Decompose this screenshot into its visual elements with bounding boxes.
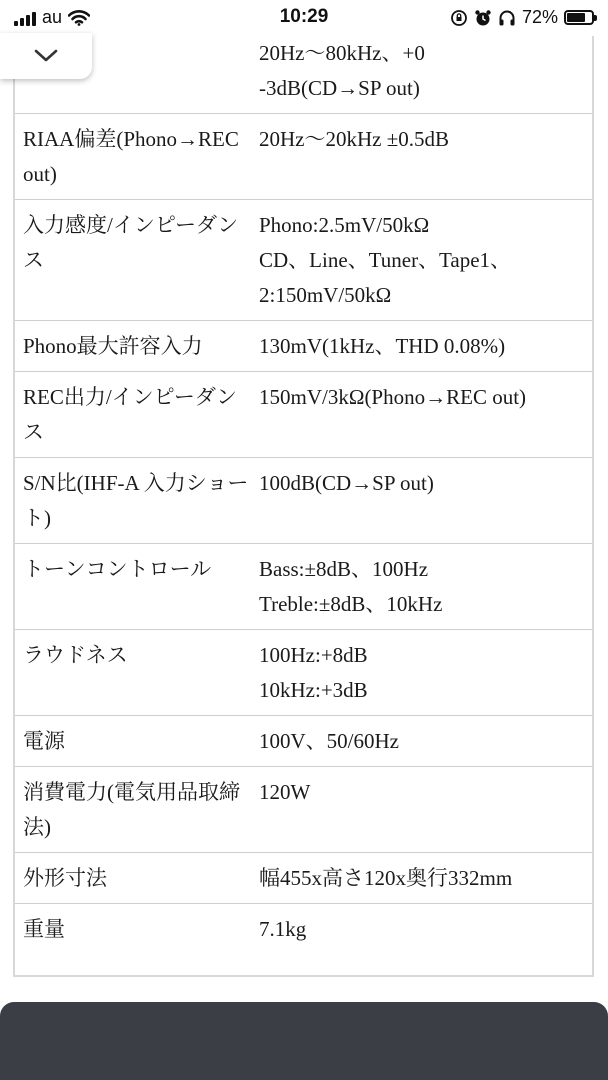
battery-percent: 72% <box>521 7 558 27</box>
spec-row <box>15 458 592 544</box>
spec-value-line: 100dB(CD→SP out) <box>259 471 434 495</box>
spec-value <box>255 853 592 904</box>
spec-label: S/N比(IHF-A 入力ショート) <box>23 471 249 530</box>
chevron-down-icon <box>33 48 59 64</box>
spec-value <box>255 630 592 716</box>
spec-value <box>255 321 592 372</box>
spec-label: 外形寸法 <box>23 866 107 890</box>
status-time: 10:29 <box>279 6 329 27</box>
spec-value-line: Phono:2.5mV/50kΩ <box>259 213 430 237</box>
orientation-lock-icon <box>450 9 468 27</box>
spec-value-line: Treble:±8dB、10kHz <box>259 592 443 616</box>
spec-label: ラウドネス <box>23 643 128 667</box>
spec-value <box>255 200 592 321</box>
collapse-button[interactable] <box>0 33 92 79</box>
status-bar <box>0 0 608 36</box>
spec-row <box>15 853 592 904</box>
spec-value-line: Bass:±8dB、100Hz <box>259 557 429 581</box>
spec-row <box>15 544 592 630</box>
spec-value-line: 7.1kg <box>259 917 307 941</box>
spec-value-line: 120W <box>259 780 311 804</box>
status-right <box>450 7 594 28</box>
spec-row <box>15 716 592 767</box>
spec-value-line: -3dB(CD→SP out) <box>259 76 420 100</box>
spec-value-line: 130mV(1kHz、THD 0.08%) <box>259 334 506 358</box>
spec-value-line: 10kHz:+3dB <box>259 678 368 702</box>
spec-label: Phono最大許容入力 <box>23 334 203 358</box>
spec-table-body <box>15 22 592 954</box>
spec-row <box>15 321 592 372</box>
carrier-label: au <box>42 7 63 27</box>
spec-value <box>255 904 592 955</box>
spec-value-line: 150mV/3kΩ(Phono→REC out) <box>259 385 527 409</box>
spec-row <box>15 904 592 955</box>
spec-label: 消費電力(電気用品取締法) <box>23 780 240 839</box>
spec-row <box>15 630 592 716</box>
spec-value <box>255 458 592 544</box>
spec-table-container <box>13 22 594 977</box>
spec-label: 電源 <box>23 729 65 753</box>
spec-row <box>15 767 592 853</box>
alarm-icon <box>474 9 492 27</box>
spec-value <box>255 544 592 630</box>
spec-value <box>255 114 592 200</box>
spec-value <box>255 716 592 767</box>
footer-panel <box>0 1002 608 1080</box>
spec-label: トーンコントロール <box>23 557 212 581</box>
spec-table <box>15 22 592 954</box>
spec-value-line: 100Hz:+8dB <box>259 643 368 667</box>
spec-label: 重量 <box>23 917 65 941</box>
headphones-icon <box>498 9 516 27</box>
spec-value-line: 20Hz〜20kHz ±0.5dB <box>259 127 450 151</box>
battery-icon <box>564 10 594 25</box>
spec-value-line: CD、Line、Tuner、Tape1、 <box>259 248 512 272</box>
spec-row <box>15 372 592 458</box>
spec-row <box>15 200 592 321</box>
spec-label: REC出力/インピーダンス <box>23 385 238 444</box>
spec-value <box>255 372 592 458</box>
spec-value-line: 2:150mV/50kΩ <box>259 283 392 307</box>
spec-value-line: 20Hz〜80kHz、+0 <box>259 41 425 65</box>
spec-row <box>15 114 592 200</box>
spec-label: RIAA偏差(Phono→REC out) <box>23 127 239 186</box>
spec-value-line: 100V、50/60Hz <box>259 729 399 753</box>
spec-value-line: 幅455x高さ120x奥行332mm <box>259 866 513 890</box>
spec-label: 入力感度/インピーダンス <box>23 213 239 272</box>
spec-value <box>255 767 592 853</box>
